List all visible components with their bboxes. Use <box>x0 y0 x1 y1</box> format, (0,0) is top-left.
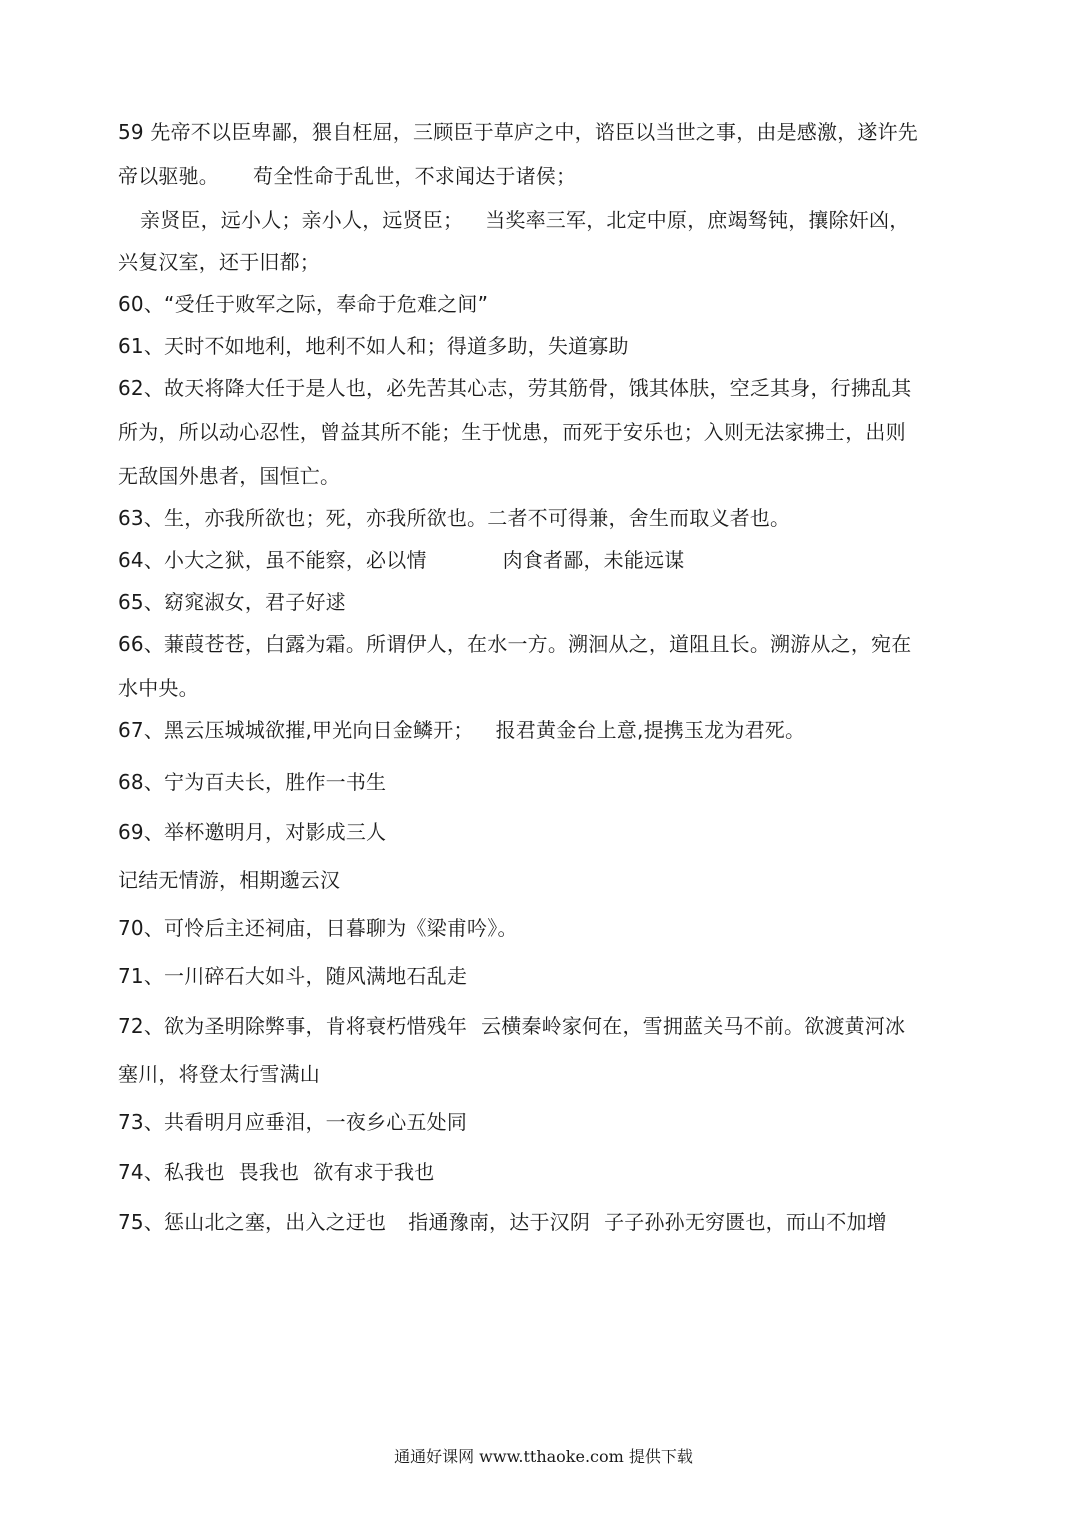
text-segment: 75、惩山北之塞，出入之迂也 <box>118 1210 387 1234</box>
text-line-59a <box>118 118 998 146</box>
text-segment: 71、一川碎石大如斗，随风满地石乱走 <box>118 964 468 988</box>
text-line-63 <box>118 504 998 532</box>
text-segment: 记结无情游，相期邈云汉 <box>118 868 341 892</box>
text-line-71 <box>118 962 998 990</box>
text-segment: 59 先帝不以臣卑鄙，猥自枉屈，三顾臣于草庐之中，谘臣以当世之事，由是感激，遂许先 <box>118 120 919 144</box>
text-line-70 <box>118 914 998 942</box>
text-line-66b <box>118 674 998 702</box>
text-segment: 70、可怜后主还祠庙，日暮聊为《梁甫吟》。 <box>118 916 518 940</box>
text-segment: 67、黑云压城城欲摧,甲光向日金鳞开； <box>118 718 474 742</box>
text-line-59c <box>140 206 1020 234</box>
text-line-59b <box>118 162 998 190</box>
text-segment: 子子孙孙无穷匮也，而山不加增 <box>604 1210 887 1234</box>
text-segment: 72、欲为圣明除弊事，肯将衰朽惜残年 <box>118 1014 468 1038</box>
text-segment: 61、天时不如地利，地利不如人和；得道多助，失道寡助 <box>118 334 629 358</box>
text-line-69 <box>118 818 998 846</box>
text-line-72a <box>118 1012 998 1040</box>
text-segment: 66、蒹葭苍苍，白露为霜。所谓伊人，在水一方。溯洄从之，道阻且长。溯游从之，宛在 <box>118 632 912 656</box>
text-segment: 塞川，将登太行雪满山 <box>118 1062 320 1086</box>
text-segment: 云横秦岭家何在，雪拥蓝关马不前。欲渡黄河冰 <box>481 1014 906 1038</box>
text-line-74 <box>118 1158 998 1186</box>
text-line-62a <box>118 374 998 402</box>
text-segment: 水中央。 <box>118 676 199 700</box>
text-line-66a <box>118 630 998 658</box>
text-line-65 <box>118 588 998 616</box>
text-line-64 <box>118 546 998 574</box>
text-segment: 当奖率三军，北定中原，庶竭驽钝，攘除奸凶， <box>485 208 910 232</box>
text-line-67 <box>118 716 998 744</box>
text-segment: 帝以驱驰。 <box>118 164 219 188</box>
text-segment: 62、故天将降大任于是人也，必先苦其心志，劳其筋骨，饿其体肤，空乏其身，行拂乱其 <box>118 376 912 400</box>
text-segment: 苟全性命于乱世，不求闻达于诸侯； <box>253 164 577 188</box>
text-line-62c <box>118 462 998 490</box>
text-segment: 肉食者鄙，未能远谋 <box>502 548 685 572</box>
text-segment: 65、窈窕淑女，君子好逑 <box>118 590 346 614</box>
text-line-59d <box>118 248 998 276</box>
text-line-75 <box>118 1208 998 1236</box>
text-line-72b <box>118 1060 998 1088</box>
text-line-62b <box>118 418 998 446</box>
page-footer <box>0 1446 1087 1468</box>
text-segment: 所为，所以动心忍性，曾益其所不能；生于忧患，而死于安乐也；入则无法家拂士，出则 <box>118 420 906 444</box>
text-segment: 指通豫南，达于汉阴 <box>408 1210 591 1234</box>
text-segment: 兴复汉室，还于旧都； <box>118 250 320 274</box>
text-segment: 74、私我也 <box>118 1160 225 1184</box>
text-segment: 60、“受任于败军之际，奉命于危难之间” <box>118 292 489 316</box>
text-segment: 68、宁为百夫长，胜作一书生 <box>118 770 387 794</box>
text-segment: 64、小大之狱，虽不能察，必以情 <box>118 548 427 572</box>
text-line-61 <box>118 332 998 360</box>
text-segment: 73、共看明月应垂泪，一夜乡心五处同 <box>118 1110 468 1134</box>
text-segment: 69、举杯邀明月，对影成三人 <box>118 820 387 844</box>
text-segment: 欲有求于我也 <box>313 1160 435 1184</box>
text-segment: 63、生，亦我所欲也；死，亦我所欲也。二者不可得兼，舍生而取义者也。 <box>118 506 791 530</box>
text-line-60 <box>118 290 998 318</box>
footer-text: 通通好课网 www.tthaoke.com 提供下载 <box>394 1447 693 1466</box>
text-segment: 畏我也 <box>238 1160 300 1184</box>
text-line-73 <box>118 1108 998 1136</box>
text-segment: 报君黄金台上意,提携玉龙为君死。 <box>495 718 806 742</box>
text-line-69b <box>118 866 998 894</box>
text-segment: 无敌国外患者，国恒亡。 <box>118 464 341 488</box>
text-segment: 亲贤臣，远小人；亲小人，远贤臣； <box>140 208 464 232</box>
text-line-68 <box>118 768 998 796</box>
